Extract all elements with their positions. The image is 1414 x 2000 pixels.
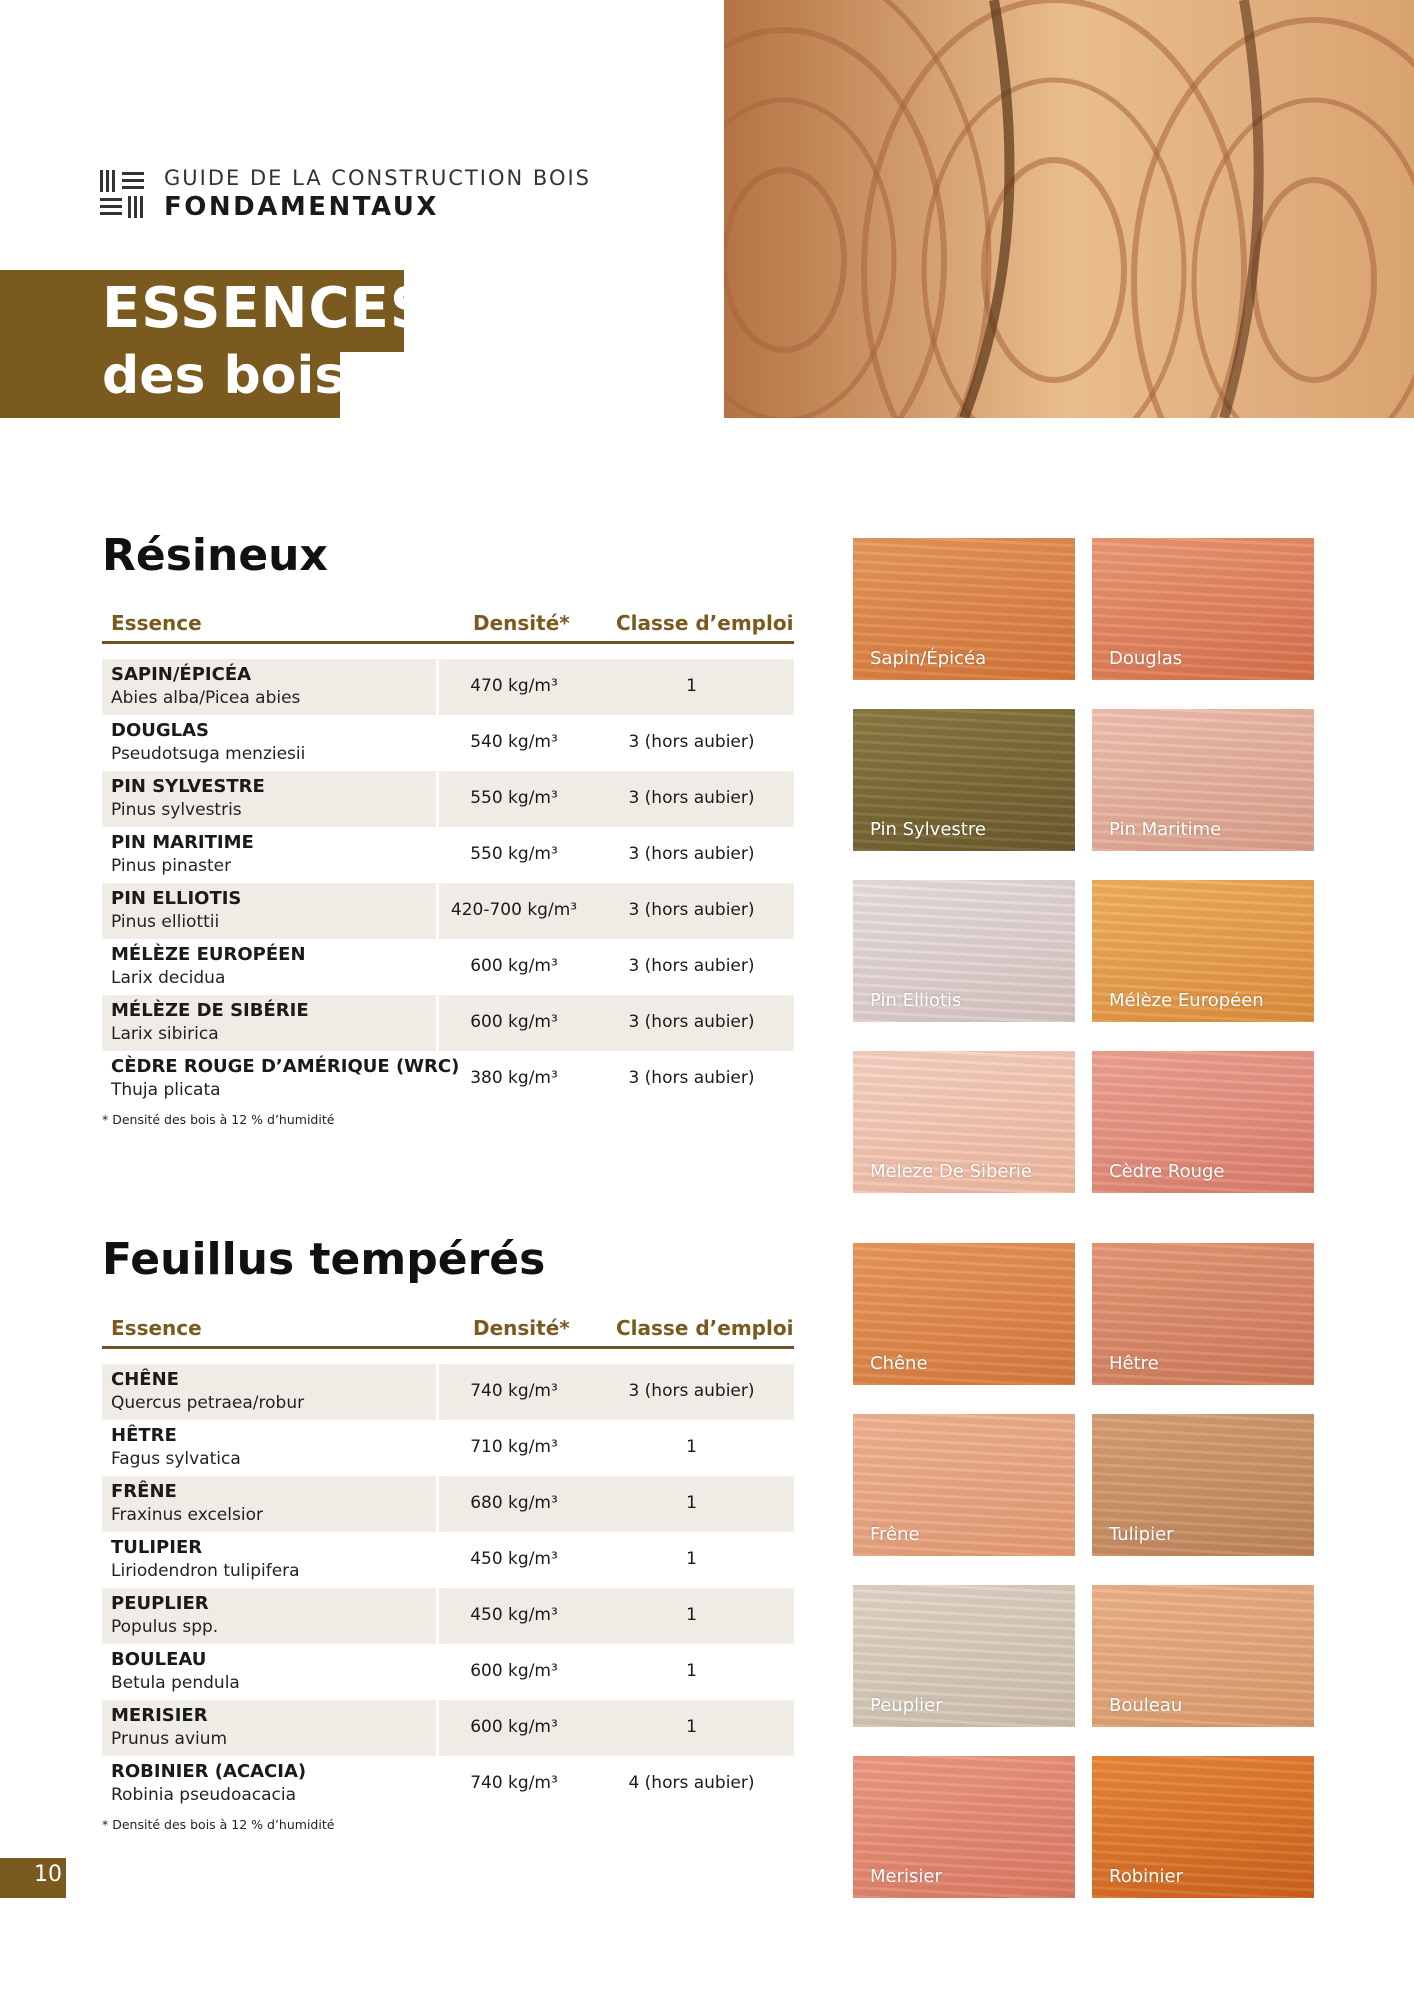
page-number: 10 (34, 1862, 62, 1887)
page-title: ESSENCES (102, 276, 432, 341)
usage-class-value: 3 (hors aubier) (628, 844, 755, 864)
essence-latin-name: Thuja plicata (111, 1080, 221, 1100)
density-value: 470 kg/m³ (470, 676, 558, 696)
density-value: 740 kg/m³ (470, 1773, 558, 1793)
essence-name: MERISIER (111, 1705, 208, 1726)
wood-swatch (1092, 1414, 1314, 1556)
density-value: 380 kg/m³ (470, 1068, 558, 1088)
density-value: 450 kg/m³ (470, 1549, 558, 1569)
essence-name: PEUPLIER (111, 1593, 209, 1614)
table-row (102, 1476, 794, 1532)
swatch-label: Cèdre Rouge (1109, 1161, 1225, 1182)
swatch-label: Douglas (1109, 648, 1183, 669)
column-header-densite: Densité* (473, 1316, 570, 1340)
wood-swatch (853, 1051, 1075, 1193)
usage-class-value: 4 (hors aubier) (628, 1773, 755, 1793)
essence-name: ROBINIER (ACACIA) (111, 1761, 307, 1782)
column-header-classe: Classe d’emploi (616, 1316, 794, 1340)
footnote: * Densité des bois à 12 % d’humidité (102, 1817, 335, 1832)
essence-name: CHÊNE (111, 1369, 179, 1390)
swatch-label: Pin Elliotis (870, 990, 962, 1011)
essence-latin-name: Quercus petraea/robur (111, 1393, 305, 1413)
usage-class-value: 3 (hors aubier) (628, 1012, 755, 1032)
wood-swatch (853, 1243, 1075, 1385)
essence-latin-name: Pinus elliottii (111, 912, 220, 932)
wood-swatch (1092, 1243, 1314, 1385)
guide-title: GUIDE DE LA CONSTRUCTION BOIS (164, 166, 591, 190)
wood-swatch (853, 709, 1075, 851)
essence-latin-name: Pinus sylvestris (111, 800, 242, 820)
swatch-label: Bouleau (1109, 1695, 1183, 1716)
essence-latin-name: Larix sibirica (111, 1024, 219, 1044)
swatch-label: Pin Sylvestre (870, 819, 986, 840)
column-header-essence: Essence (111, 1316, 202, 1340)
table-row (102, 1420, 794, 1476)
table-row (102, 1364, 794, 1420)
guide-section: FONDAMENTAUX (164, 192, 439, 222)
swatch-label: Pin Maritime (1109, 819, 1222, 840)
table-row (102, 659, 794, 715)
swatch-label: Meleze De Siberie (870, 1161, 1032, 1182)
usage-class-value: 3 (hors aubier) (628, 732, 755, 752)
usage-class-value: 3 (hors aubier) (628, 956, 755, 976)
wood-swatch (853, 1585, 1075, 1727)
density-value: 540 kg/m³ (470, 732, 558, 752)
usage-class-value: 3 (hors aubier) (628, 900, 755, 920)
wood-swatch (1092, 709, 1314, 851)
table-row (102, 771, 794, 827)
usage-class-value: 1 (686, 1549, 697, 1569)
wood-swatch (1092, 1756, 1314, 1898)
essence-latin-name: Pinus pinaster (111, 856, 232, 876)
column-header-classe: Classe d’emploi (616, 611, 794, 635)
usage-class-value: 1 (686, 1661, 697, 1681)
page-subtitle: des bois (102, 346, 346, 406)
density-value: 420-700 kg/m³ (450, 900, 578, 920)
usage-class-value: 1 (686, 1717, 697, 1737)
essence-name: SAPIN/ÉPICÉA (111, 664, 252, 685)
table-row (102, 1532, 794, 1588)
density-value: 710 kg/m³ (470, 1437, 558, 1457)
swatch-label: Frêne (870, 1524, 920, 1545)
table-row (102, 1588, 794, 1644)
table-row (102, 827, 794, 883)
section-title-resineux: Résineux (102, 530, 328, 581)
column-header-densite: Densité* (473, 611, 570, 635)
swatch-label: Peuplier (870, 1695, 943, 1716)
table-header (102, 1312, 794, 1349)
swatch-label: Chêne (870, 1353, 928, 1374)
swatch-label: Tulipier (1109, 1524, 1174, 1545)
wood-swatch (1092, 1585, 1314, 1727)
density-value: 550 kg/m³ (470, 788, 558, 808)
essence-name: PIN SYLVESTRE (111, 776, 265, 797)
usage-class-value: 3 (hors aubier) (628, 1381, 755, 1401)
usage-class-value: 3 (hors aubier) (628, 1068, 755, 1088)
usage-class-value: 1 (686, 1493, 697, 1513)
essence-name: DOUGLAS (111, 720, 209, 741)
table-row (102, 883, 794, 939)
essence-latin-name: Betula pendula (111, 1673, 240, 1693)
wood-swatch (1092, 538, 1314, 680)
wood-swatch (853, 538, 1075, 680)
table-row (102, 1644, 794, 1700)
density-value: 740 kg/m³ (470, 1381, 558, 1401)
wood-swatch (853, 880, 1075, 1022)
table-row (102, 995, 794, 1051)
usage-class-value: 1 (686, 1437, 697, 1457)
essence-name: FRÊNE (111, 1481, 177, 1502)
essence-latin-name: Fagus sylvatica (111, 1449, 241, 1469)
column-header-essence: Essence (111, 611, 202, 635)
essence-name: MÉLÈZE EUROPÉEN (111, 944, 306, 965)
essence-latin-name: Fraxinus excelsior (111, 1505, 263, 1525)
essence-name: MÉLÈZE DE SIBÉRIE (111, 1000, 309, 1021)
swatch-label: Robinier (1109, 1866, 1184, 1887)
table-row (102, 1700, 794, 1756)
density-value: 450 kg/m³ (470, 1605, 558, 1625)
essence-latin-name: Abies alba/Picea abies (111, 688, 301, 708)
table-row (102, 1756, 794, 1812)
swatch-label: Merisier (870, 1866, 942, 1887)
essence-latin-name: Robinia pseudoacacia (111, 1785, 297, 1805)
guide-logo-icon (100, 170, 150, 220)
essence-name: HÊTRE (111, 1425, 177, 1446)
table-row (102, 939, 794, 995)
usage-class-value: 3 (hors aubier) (628, 788, 755, 808)
essence-latin-name: Larix decidua (111, 968, 226, 988)
essence-latin-name: Prunus avium (111, 1729, 228, 1749)
table-header (102, 607, 794, 644)
table-row (102, 1051, 794, 1107)
wood-swatch (1092, 1051, 1314, 1193)
essence-name: BOULEAU (111, 1649, 207, 1670)
density-value: 550 kg/m³ (470, 844, 558, 864)
essence-name: CÈDRE ROUGE D’AMÉRIQUE (WRC) (111, 1056, 460, 1077)
swatch-label: Mélèze Européen (1109, 990, 1264, 1011)
essence-latin-name: Populus spp. (111, 1617, 219, 1637)
essence-name: PIN ELLIOTIS (111, 888, 242, 909)
wood-swatch (1092, 880, 1314, 1022)
essence-latin-name: Liriodendron tulipifera (111, 1561, 300, 1581)
density-value: 600 kg/m³ (470, 1012, 558, 1032)
hero-wood-slices-image (724, 0, 1414, 418)
table-row (102, 715, 794, 771)
swatch-label: Hêtre (1109, 1353, 1159, 1374)
wood-swatch (853, 1756, 1075, 1898)
usage-class-value: 1 (686, 676, 697, 696)
density-value: 680 kg/m³ (470, 1493, 558, 1513)
density-value: 600 kg/m³ (470, 1661, 558, 1681)
footnote: * Densité des bois à 12 % d’humidité (102, 1112, 335, 1127)
usage-class-value: 1 (686, 1605, 697, 1625)
wood-swatch (853, 1414, 1075, 1556)
swatch-label: Sapin/Épicéa (870, 648, 987, 669)
density-value: 600 kg/m³ (470, 956, 558, 976)
section-title-feuillus: Feuillus tempérés (102, 1234, 546, 1285)
density-value: 600 kg/m³ (470, 1717, 558, 1737)
essence-name: PIN MARITIME (111, 832, 254, 853)
essence-latin-name: Pseudotsuga menziesii (111, 744, 306, 764)
essence-name: TULIPIER (111, 1537, 203, 1558)
